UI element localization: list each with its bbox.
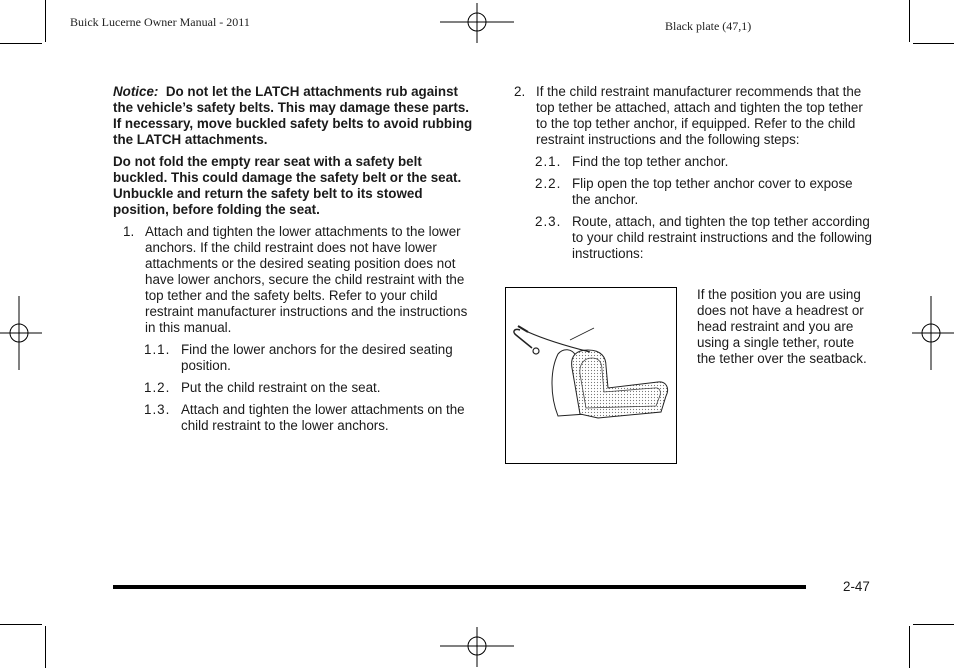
substep-text: Find the lower anchors for the desired seating position. <box>181 342 453 373</box>
step-number: 1. <box>123 224 135 239</box>
step-2 <box>513 84 873 148</box>
substep-2-1 <box>513 154 873 170</box>
substep-text: Find the top tether anchor. <box>572 154 729 169</box>
crop-mark-br-h <box>913 624 954 625</box>
registration-mark-left <box>0 296 42 370</box>
page-number: 2-47 <box>843 579 870 594</box>
crop-mark-tl-v <box>45 0 46 42</box>
substep-number: 2.1. <box>535 154 562 169</box>
manual-title: Buick Lucerne Owner Manual - 2011 <box>70 15 250 29</box>
notice-paragraph <box>113 84 478 148</box>
left-column <box>113 84 478 440</box>
substep-text: Flip open the top tether anchor cover to expose the anchor. <box>572 176 853 207</box>
crop-mark-bl-h <box>0 624 42 625</box>
crop-mark-tr-v <box>909 0 910 42</box>
substep-number: 1.3. <box>144 402 171 417</box>
step-1 <box>113 224 478 336</box>
substep-2-3 <box>513 214 873 262</box>
figure-caption: If the position you are using does not have a headrest or head restraint and you are using a single tether, route the tether over the seatback. <box>697 287 867 366</box>
substep-1-1 <box>113 342 478 374</box>
footer-rule <box>113 585 806 589</box>
substep-text: Attach and tighten the lower attachments on the child restraint to the lower anchors. <box>181 402 465 433</box>
right-column <box>513 84 873 268</box>
step-number: 2. <box>514 84 526 99</box>
registration-mark-top <box>440 3 514 43</box>
notice-text: Do not let the LATCH attachments rub against the vehicle’s safety belts. This may damage these parts. If necessary, move buckled safety belts to avoid rubbing the LATCH attachments. <box>113 84 473 147</box>
notice-paragraph-2: Do not fold the empty rear seat with a safety belt buckled. This could damage the safety belt or the seat. Unbuckle and return the safety belt to its stowed position, before folding the seat. <box>113 154 462 217</box>
substep-text: Route, attach, and tighten the top tether according to your child restraint instructions and the following instructions: <box>572 214 872 261</box>
plate-label: Black plate (47,1) <box>665 19 752 33</box>
substep-number: 1.2. <box>144 380 171 395</box>
substep-1-3 <box>113 402 478 434</box>
registration-mark-right <box>912 296 954 370</box>
substep-1-2 <box>113 380 478 396</box>
crop-mark-tr-h <box>913 43 954 44</box>
registration-mark-bottom <box>440 627 514 667</box>
substep-text: Put the child restraint on the seat. <box>181 380 381 395</box>
step-text: Attach and tighten the lower attachments to the lower anchors. If the child restraint does not have lower attachments or the desired seating position does not have lower anchors, secure the child restraint with the top tether and the safety belts. Refer to your child restraint manufacturer instructions and the instructions in this manual. <box>145 224 468 335</box>
tether-illustration <box>505 287 677 464</box>
substep-number: 2.3. <box>535 214 562 229</box>
notice-label: Notice: <box>113 84 159 99</box>
substep-number: 2.2. <box>535 176 562 191</box>
step-text: If the child restraint manufacturer recommends that the top tether be attached, attach and tighten the top tether to the top tether anchor, if equipped. Refer to the child restraint instructions and the following steps: <box>536 84 863 147</box>
substep-number: 1.1. <box>144 342 171 357</box>
crop-mark-br-v <box>909 626 910 668</box>
substep-2-2 <box>513 176 873 208</box>
seat-tether-drawing <box>506 288 676 463</box>
crop-mark-bl-v <box>45 626 46 668</box>
crop-mark-tl-h <box>0 43 42 44</box>
